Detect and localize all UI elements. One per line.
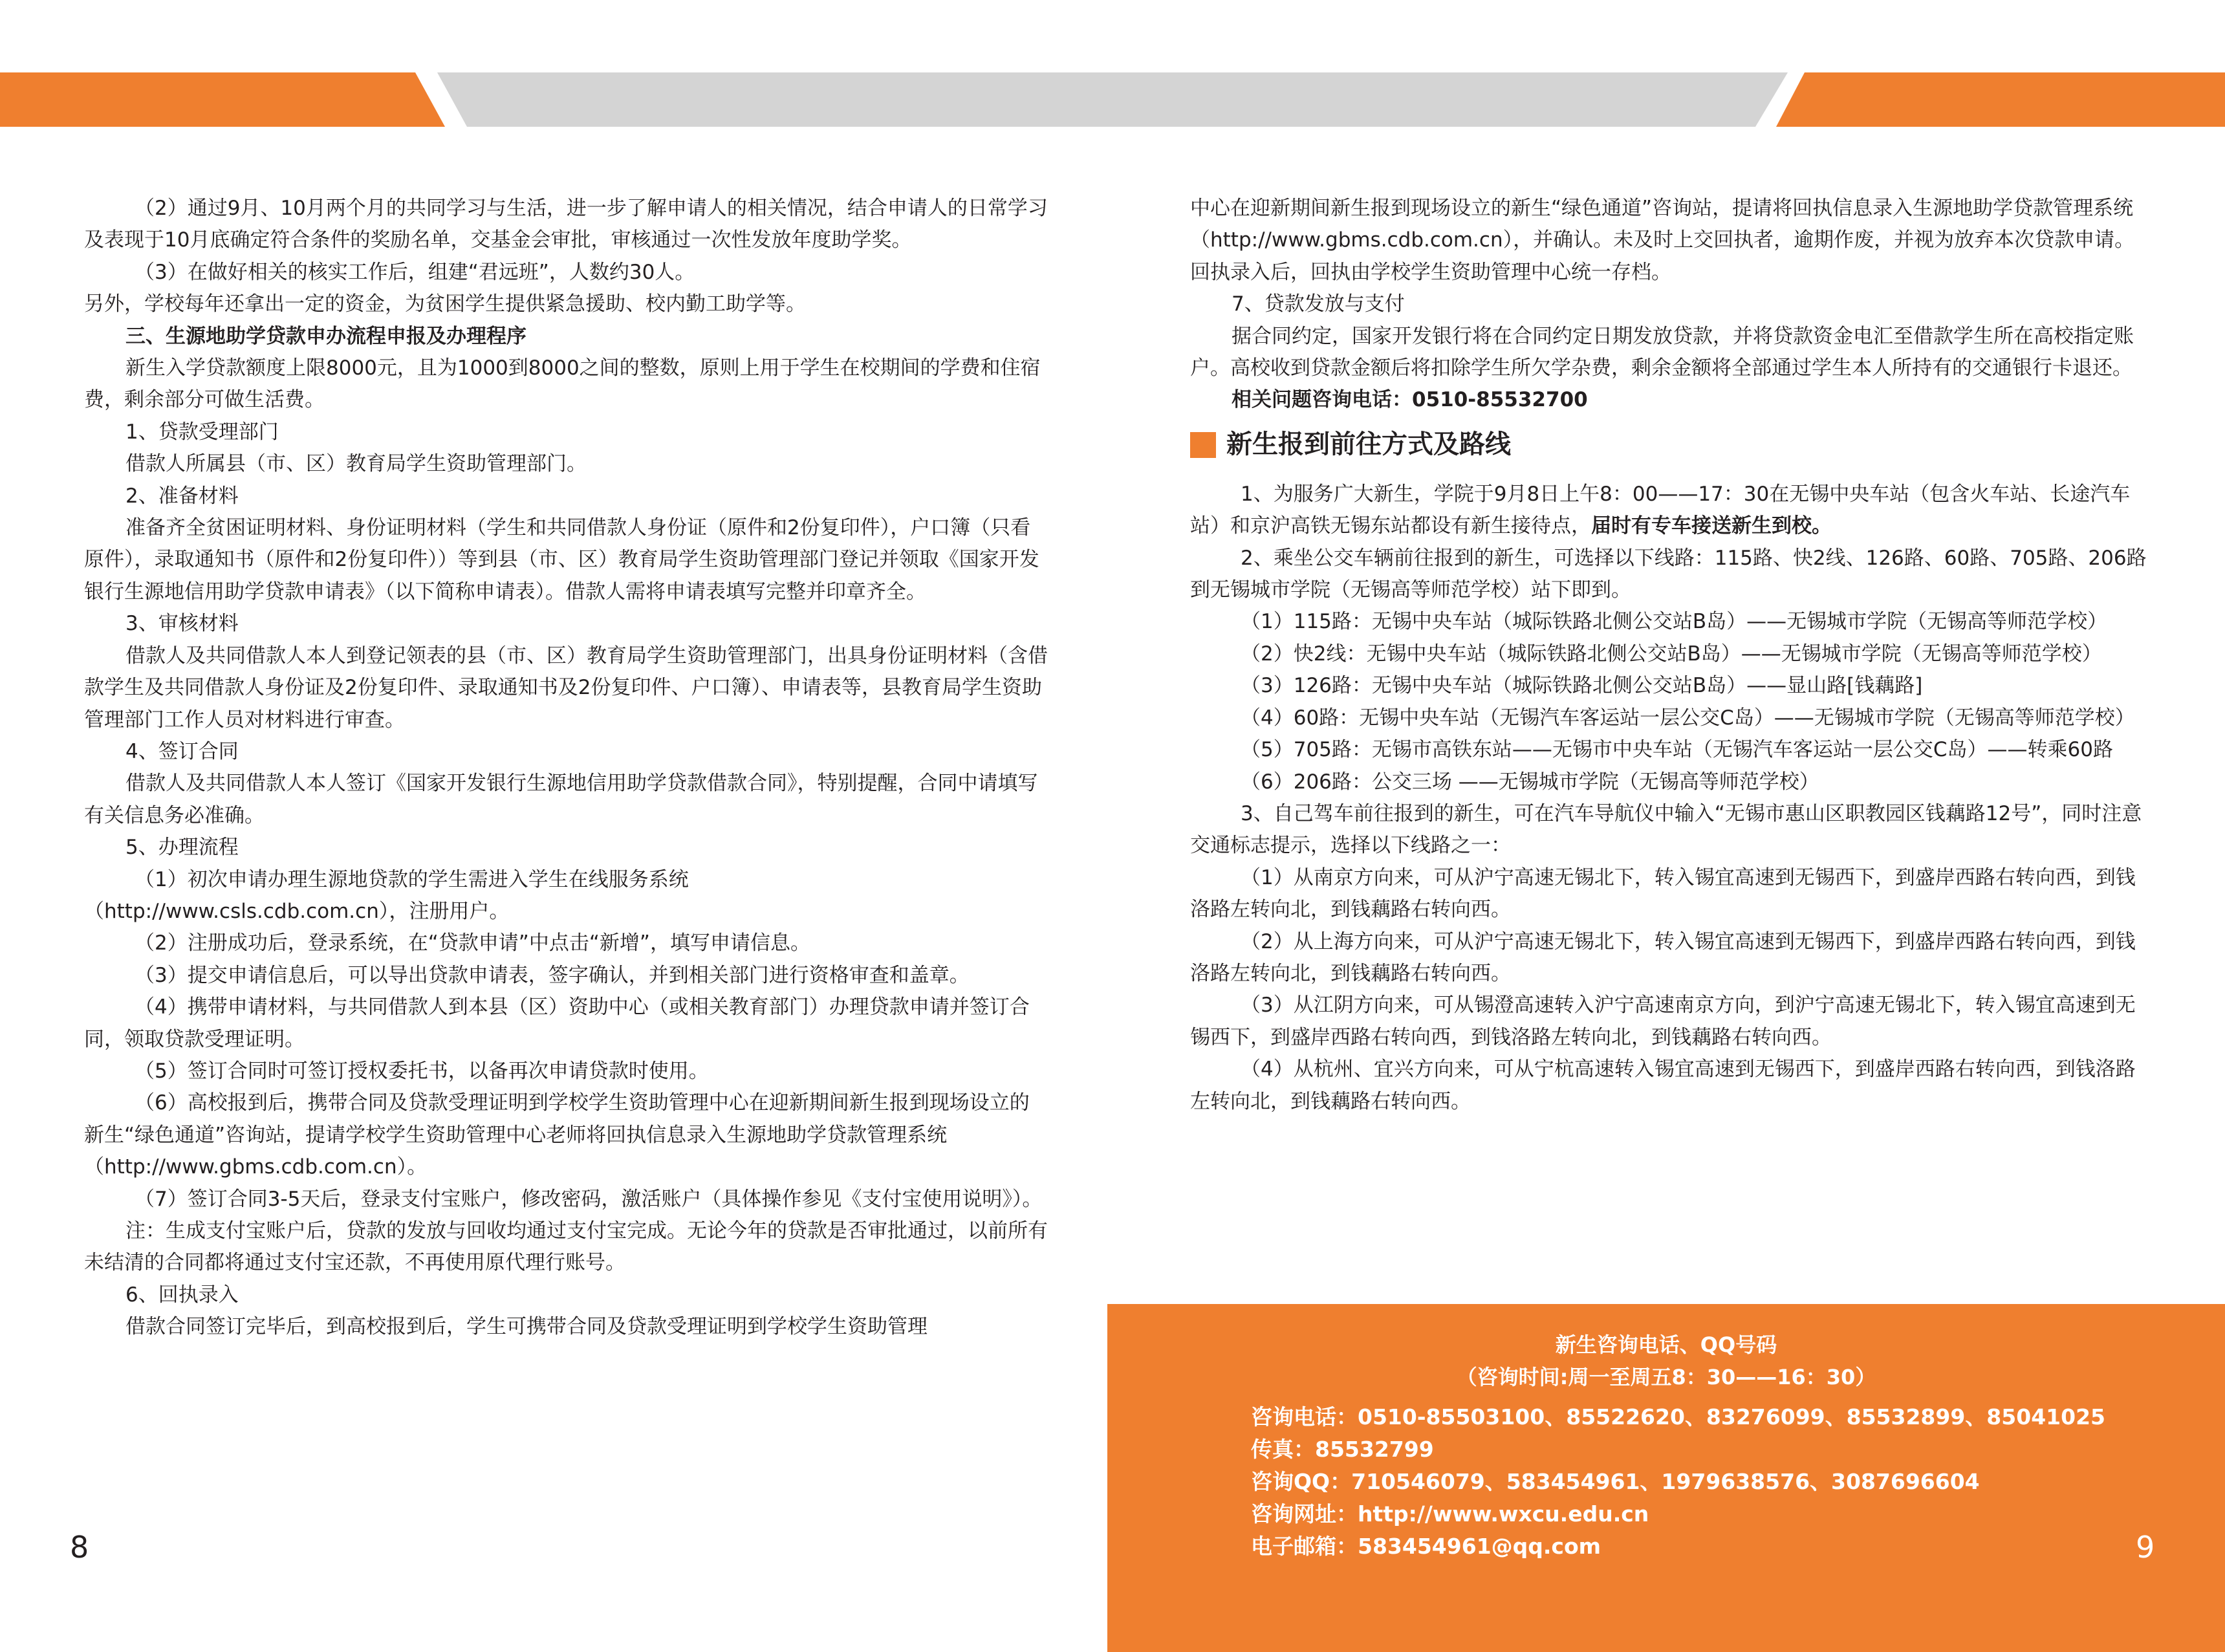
contact-title: 新生咨询电话、QQ号码 xyxy=(1555,1332,1777,1357)
paragraph-bold-text: 届时有专车接送新生到校。 xyxy=(1591,514,1832,538)
paragraph: 7、贷款发放与支付 xyxy=(1232,292,1405,316)
paragraph: （6）高校报到后，携带合同及贷款受理证明到学校学生资助管理中心在迎新期间新生报到现场设立的新生“绿色通道”咨询站，提请学校学生资助管理中心老师将回执信息录入生源地助学贷款管理系统（http://www.gbms.cdb.com.cn）。 xyxy=(84,1091,1030,1179)
contact-line: 咨询电话：0510-85503100、85522620、83276099、85532899、85041025 xyxy=(1251,1404,2105,1429)
loan-continuation xyxy=(1190,193,2154,417)
section-heading xyxy=(1190,426,2154,464)
paragraph: （2）快2线：无锡中央车站（城际铁路北侧公交站B岛）——无锡城市学院（无锡高等师范学校） xyxy=(1241,642,2102,666)
paragraph: 新生入学贷款额度上限8000元，且为1000到8000之间的整数，原则上用于学生在校期间的学费和住宿费，剩余部分可做生活费。 xyxy=(84,356,1041,412)
paragraph: （2）通过9月、10月两个月的共同学习与生活，进一步了解申请人的相关情况，结合申请人的日常学习及表现于10月底确定符合条件的奖励名单，交基金会审批，审核通过一次性发放年度助学奖。 xyxy=(84,197,1048,252)
contact-line: 电子邮箱：583454961@qq.com xyxy=(1251,1534,1601,1559)
paragraph: 1、贷款受理部门 xyxy=(125,420,279,444)
paragraph: 5、办理流程 xyxy=(125,836,239,860)
paragraph: （2）从上海方向来，可从沪宁高速无锡北下，转入锡宜高速到无锡西下，到盛岸西路右转向西，到钱洛路左转向北，到钱藕路右转向西。 xyxy=(1190,929,2136,985)
paragraph: 借款人及共同借款人本人到登记领表的县（市、区）教育局学生资助管理部门，出具身份证明材料（含借款学生及共同借款人身份证及2份复印件、录取通知书及2份复印件、户口簿）、申请表等，县教育局学生资助管理部门工作人员对材料进行审查。 xyxy=(84,644,1048,732)
paragraph: 准备齐全贫困证明材料、身份证明材料（学生和共同借款人身份证（原件和2份复印件），户口簿（只看原件），录取通知书（原件和2份复印件））等到县（市、区）教育局学生资助管理部门登记并领取《国家开发银行生源地信用助学贷款申请表》（以下简称申请表）。借款人需将申请表填写完整并印章齐全。 xyxy=(84,516,1039,603)
paragraph: （3）提交申请信息后，可以导出贷款申请表，签字确认，并到相关部门进行资格审查和盖章。 xyxy=(135,963,970,987)
paragraph: 借款合同签订完毕后，到高校报到后，学生可携带合同及贷款受理证明到学校学生资助管理 xyxy=(125,1315,928,1339)
contact-header xyxy=(1107,1329,2225,1393)
paragraph: （1）115路：无锡中央车站（城际铁路北侧公交站B岛）——无锡城市学院（无锡高等师范学校） xyxy=(1241,610,2108,634)
right-page-body xyxy=(1190,193,2154,1118)
header-banner xyxy=(0,0,2225,129)
paragraph: （4）携带申请材料，与共同借款人到本县（区）资助中心（或相关教育部门）办理贷款申请并签订合同，领取贷款受理证明。 xyxy=(84,995,1030,1051)
paragraph: （1）从南京方向来，可从沪宁高速无锡北下，转入锡宜高速到无锡西下，到盛岸西路右转向西，到钱洛路左转向北，到钱藕路右转向西。 xyxy=(1190,865,2136,922)
paragraph: （4）从杭州、宜兴方向来，可从宁杭高速转入锡宜高速到无锡西下，到盛岸西路右转向西，到钱洛路左转向北，到钱藕路右转向西。 xyxy=(1190,1058,2136,1113)
paragraph: 借款人及共同借款人本人签订《国家开发银行生源地信用助学贷款借款合同》，特别提醒，合同中请填写有关信息务必准确。 xyxy=(84,772,1038,827)
paragraph: （7）签订合同3-5天后，登录支付宝账户，修改密码，激活账户（具体操作参见《支付宝使用说明》）。 xyxy=(135,1187,1043,1211)
paragraph: 4、签订合同 xyxy=(125,739,239,763)
paragraph: 3、审核材料 xyxy=(125,612,239,636)
contact-line: 咨询QQ：710546079、583454961、1979638576、3087696604 xyxy=(1251,1469,1980,1494)
paragraph: （3）在做好相关的核实工作后，组建“君远班”，人数约30人。 xyxy=(135,260,695,284)
contact-hours: （咨询时间:周一至周五8：30——16：30） xyxy=(1456,1365,1876,1389)
contact-line: 咨询网址：http://www.wxcu.edu.cn xyxy=(1251,1501,1649,1527)
banner-gray-center xyxy=(437,72,1788,127)
left-page-body xyxy=(84,193,1048,1343)
paragraph: （4）60路：无锡中央车站（无锡汽车客运站一层公交C岛）——无锡城市学院（无锡高等师范学校） xyxy=(1241,706,2135,730)
paragraph: 据合同约定，国家开发银行将在合同约定日期发放贷款，并将贷款资金电汇至借款学生所在高校指定账户。高校收到贷款金额后将扣除学生所欠学杂费，剩余金额将全部通过学生本人所持有的交通银行卡退还。 xyxy=(1190,324,2134,380)
paragraph: 三、生源地助学贷款申办流程申报及办理程序 xyxy=(125,324,526,348)
heading-square-icon xyxy=(1190,432,1216,458)
paragraph: 中心在迎新期间新生报到现场设立的新生“绿色通道”咨询站，提请将回执信息录入生源地助学贷款管理系统（http://www.gbms.cdb.com.cn），并确认。未及时上交回执者，逾期作废，并视为放弃本次贷款申请。回执录入后，回执由学校学生资助管理中心统一存档。 xyxy=(1190,197,2135,284)
route-list xyxy=(1190,543,2154,1118)
paragraph: （2）注册成功后，登录系统，在“贷款申请”中点击“新增”，填写申请信息。 xyxy=(135,931,810,955)
page-number-right: 9 xyxy=(2136,1530,2155,1565)
paragraph xyxy=(1190,479,2154,543)
contact-box xyxy=(1107,1304,2225,1652)
paragraph: （3）从江阴方向来，可从锡澄高速转入沪宁高速南京方向，到沪宁高速无锡北下，转入锡宜高速到无锡西下，到盛岸西路右转向西，到钱洛路左转向北，到钱藕路右转向西。 xyxy=(1190,994,2136,1049)
paragraph: 3、自己驾车前往报到的新生，可在汽车导航仪中输入“无锡市惠山区职教园区钱藕路12号”，同时注意交通标志提示，选择以下线路之一： xyxy=(1190,801,2142,858)
paragraph: （1）初次申请办理生源地贷款的学生需进入学生在线服务系统 xyxy=(135,867,689,891)
contact-line: 传真：85532799 xyxy=(1251,1437,1434,1462)
paragraph: 6、回执录入 xyxy=(125,1283,239,1307)
paragraph: 相关问题咨询电话：0510-85532700 xyxy=(1232,388,1588,412)
paragraph: 注：生成支付宝账户后，贷款的发放与回收均通过支付宝完成。无论今年的贷款是否审批通过，以前所有未结清的合同都将通过支付宝还款，不再使用原代理行账号。 xyxy=(84,1219,1048,1275)
paragraph: （5）签订合同时可签订授权委托书，以备再次申请贷款时使用。 xyxy=(135,1059,709,1083)
paragraph-text: 1、为服务广大新生，学院于9月8日上午8：00——17：30在无锡中央车站（包含火车站、长途汽车站）和京沪高铁无锡东站都设有新生接待点， xyxy=(1190,482,2131,538)
banner-orange-left xyxy=(0,72,445,127)
paragraph: （6）206路：公交三场 ——无锡城市学院（无锡高等师范学校） xyxy=(1241,770,1819,794)
paragraph: 2、乘坐公交车辆前往报到的新生，可选择以下线路：115路、快2线、126路、60路、705路、206路到无锡城市学院（无锡高等师范学校）站下即到。 xyxy=(1190,546,2147,602)
paragraph: （5）705路：无锡市高铁东站——无锡市中央车站（无锡汽车客运站一层公交C岛）——转乘60路 xyxy=(1241,738,2113,762)
page-number-left: 8 xyxy=(70,1530,89,1565)
contact-lines xyxy=(1251,1401,2105,1563)
paragraph: （3）126路：无锡中央车站（城际铁路北侧公交站B岛）——显山路[钱藕路] xyxy=(1241,674,1923,698)
paragraph: 借款人所属县（市、区）教育局学生资助管理部门。 xyxy=(125,452,587,476)
paragraph: 另外，学校每年还拿出一定的资金，为贫困学生提供紧急援助、校内勤工助学等。 xyxy=(84,292,806,316)
section-heading-text: 新生报到前往方式及路线 xyxy=(1226,429,1511,460)
paragraph: （http://www.csls.cdb.com.cn），注册用户。 xyxy=(84,899,510,923)
banner-orange-right xyxy=(1776,72,2225,127)
paragraph: 2、准备材料 xyxy=(125,484,239,508)
